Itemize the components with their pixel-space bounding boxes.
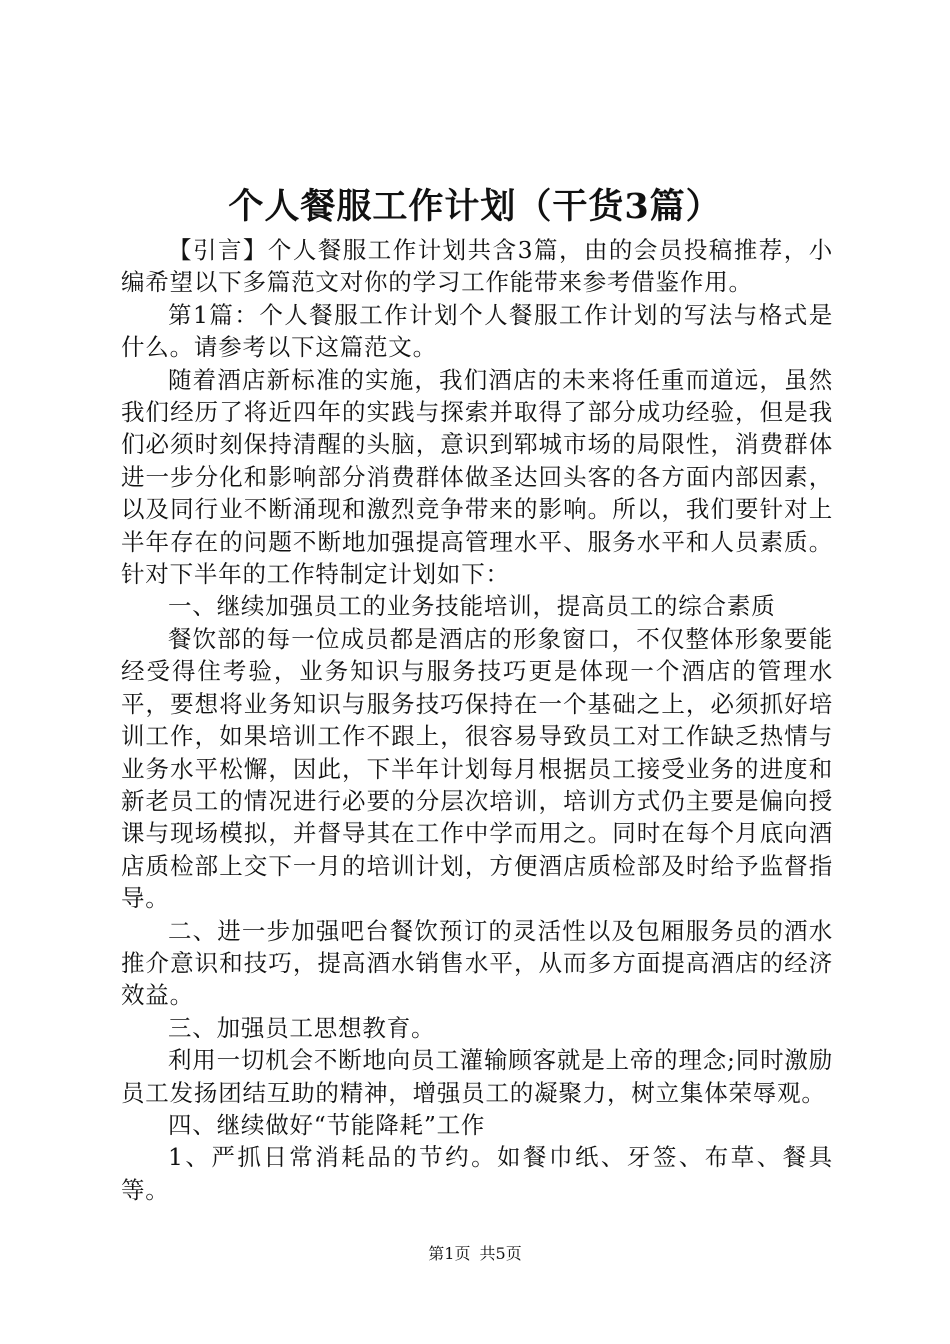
page-footer xyxy=(0,1243,950,1265)
paragraph-background: 随着酒店新标准的实施，我们酒店的未来将任重而道远，虽然我们经历了将近四年的实践与探索并取得了部分成功经验，但是我们必须时刻保持清醒的头脑，意识到郓城市场的局限性，消费群体进一步分化和影响部分消费群体做圣达回头客的各方面内部因素，以及同行业不断涌现和激烈竞争带来的影响。所以，我们要针对上半年存在的问题不断地加强提高管理水平、服务水平和人员素质。针对下半年的工作特制定计划如下： xyxy=(121,365,833,589)
page-total: 共5页 xyxy=(479,1244,522,1263)
paragraph-intro: 【引言】个人餐服工作计划共含3篇，由的会员投稿推荐，小编希望以下多篇范文对你的学习工作能带来参考借鉴作用。 xyxy=(121,236,833,297)
section-heading-training: 一、继续加强员工的业务技能培训，提高员工的综合素质 xyxy=(168,592,776,621)
document-title: 个人餐服工作计划（干货3篇） xyxy=(228,186,722,227)
paragraph-training: 餐饮部的每一位成员都是酒店的形象窗口，不仅整体形象要能经受得住考验，业务知识与服务技巧更是体现一个酒店的管理水平，要想将业务知识与服务技巧保持在一个基础之上，必须抓好培训工作，如果培训工作不跟上，很容易导致员工对工作缺乏热情与业务水平松懈，因此，下半年计划每月根据员工接受业务的进度和新老员工的情况进行必要的分层次培训，培训方式仍主要是偏向授课与现场模拟，并督导其在工作中学而用之。同时在每个月底向酒店质检部上交下一月的培训计划，方便酒店质检部及时给予监督指导。 xyxy=(121,624,833,913)
paragraph-consumables: 1、严抓日常消耗品的节约。如餐巾纸、牙签、布草、餐具等。 xyxy=(121,1143,833,1204)
document-body xyxy=(121,234,833,1206)
section-heading-energy: 四、继续做好“节能降耗”工作 xyxy=(168,1110,486,1139)
page-number: 第1页 xyxy=(428,1244,471,1263)
paragraph-article-heading: 第1篇：个人餐服工作计划个人餐服工作计划的写法与格式是什么。请参考以下这篇范文。 xyxy=(121,300,833,362)
paragraph-education: 利用一切机会不断地向员工灌输顾客就是上帝的理念;同时激励员工发扬团结互助的精神，增强员工的凝聚力，树立集体荣辱观。 xyxy=(121,1046,833,1107)
section-heading-education: 三、加强员工思想教育。 xyxy=(168,1013,436,1042)
section-heading-bar-booking: 二、进一步加强吧台餐饮预订的灵活性以及包厢服务员的酒水推介意识和技巧，提高酒水销售水平，从而多方面提高酒店的经济效益。 xyxy=(121,916,833,1010)
